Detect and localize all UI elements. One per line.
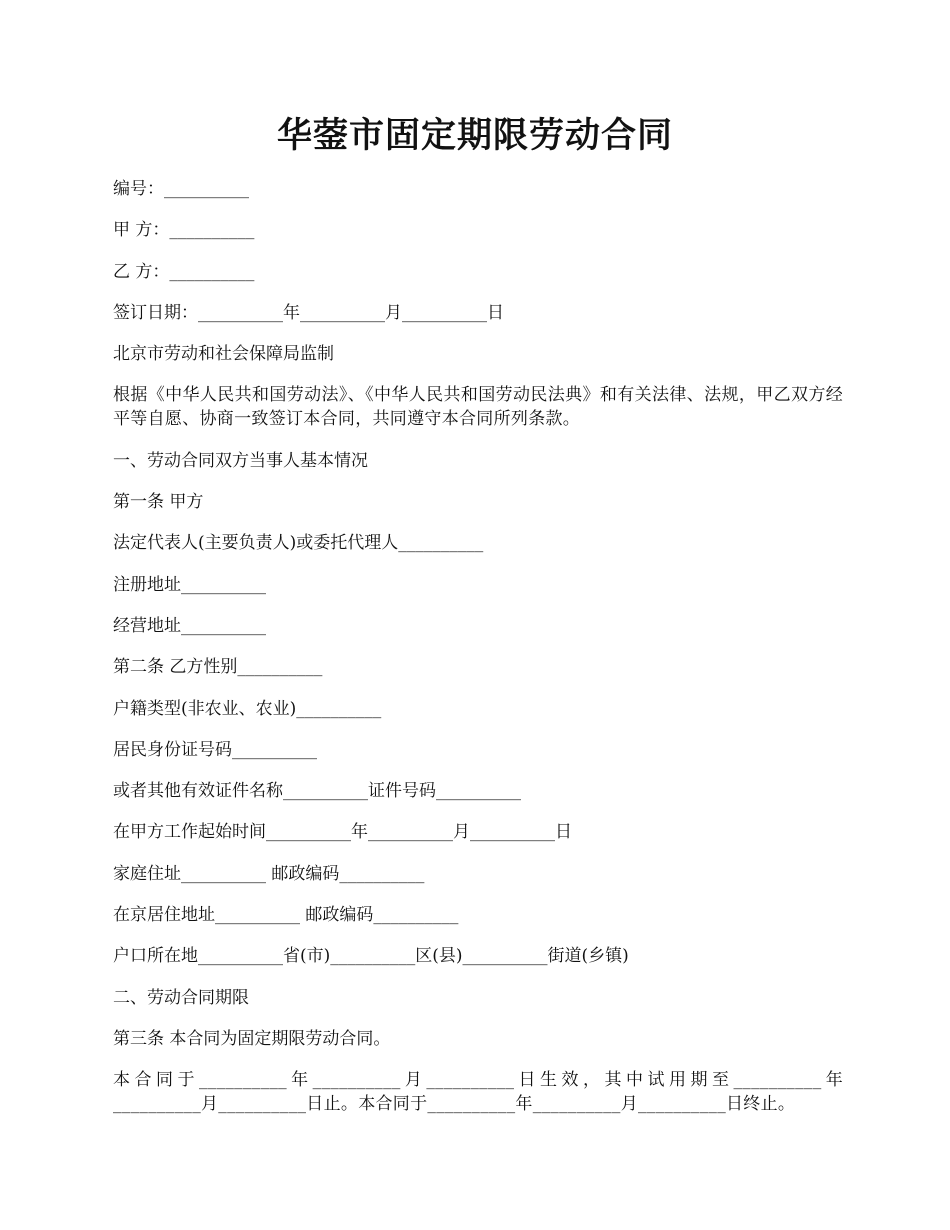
preamble-paragraph: 根据《中华人民共和国劳动法》、《中华人民共和国劳动民法典》和有关法律、法规，甲乙双方经平等自愿、协商一致签订本合同，共同遵守本合同所列条款。 [113, 385, 843, 430]
beijing-address-line: 在京居住地址__________ 邮政编码__________ [113, 905, 459, 926]
contract-term-paragraph: 本合同于__________年__________月__________日生效，其中试用期至__________年__________月__________日止。本合同于__________年__________月__________日终止。 [113, 1070, 843, 1115]
registered-address-line: 注册地址__________ [113, 574, 266, 595]
business-address-line: 经营地址__________ [113, 615, 266, 636]
other-id-line: 或者其他有效证件名称__________证件号码__________ [113, 781, 521, 802]
start-date-line: 在甲方工作起始时间__________年__________月__________日 [113, 822, 572, 843]
article-heading: 第一条 甲方 [113, 492, 204, 513]
id-number-line: 居民身份证号码__________ [113, 739, 317, 760]
home-address-line: 家庭住址__________ 邮政编码__________ [113, 863, 425, 884]
party-b-line: 乙 方：__________ [113, 261, 255, 282]
signing-date-line: 签订日期：__________年__________月__________日 [113, 302, 504, 323]
section-heading: 二、劳动合同期限 [113, 987, 249, 1008]
contract-number-line: 编号：__________ [113, 179, 249, 199]
hukou-location-line: 户口所在地__________省(市)__________区(县)__________街道(乡镇) [113, 946, 629, 967]
party-a-line: 甲 方：__________ [113, 220, 255, 241]
document-title: 华蓥市固定期限劳动合同 [276, 115, 673, 156]
supervisor-line: 北京市劳动和社会保障局监制 [113, 344, 334, 365]
article-heading: 第三条 本合同为固定期限劳动合同。 [113, 1028, 391, 1049]
document-body [113, 177, 843, 1134]
section-heading: 一、劳动合同双方当事人基本情况 [113, 450, 368, 471]
legal-representative-line: 法定代表人(主要负责人)或委托代理人__________ [113, 533, 484, 554]
party-b-gender-line: 第二条 乙方性别__________ [113, 657, 323, 678]
household-type-line: 户籍类型(非农业、农业)__________ [113, 698, 382, 719]
